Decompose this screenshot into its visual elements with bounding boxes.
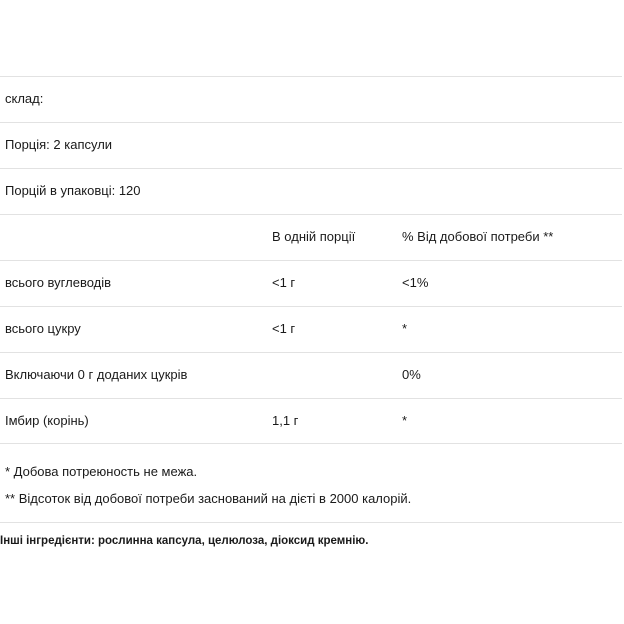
- nutrient-daily-value: <1%: [402, 275, 429, 290]
- table-header-row: [0, 214, 622, 260]
- nutrient-name: Включаючи 0 г доданих цукрів: [5, 367, 188, 382]
- table-row: [0, 260, 622, 306]
- servings-per-container: Порцій в упаковці: 120: [5, 183, 141, 198]
- nutrient-amount: <1 г: [272, 275, 296, 290]
- serving-size-row: [0, 122, 622, 168]
- table-row: [0, 306, 622, 352]
- column-header-per-serving: В одній порції: [272, 229, 356, 244]
- nutrient-daily-value: *: [402, 321, 408, 336]
- column-header-daily-value: % Від добової потреби **: [402, 229, 554, 244]
- nutrient-name: всього цукру: [5, 321, 81, 336]
- table-row: [0, 352, 622, 398]
- composition-heading: склад:: [5, 91, 44, 106]
- nutrient-name: всього вуглеводів: [5, 275, 112, 290]
- nutrient-name: Імбир (корінь): [5, 413, 89, 428]
- other-ingredients: Інші інгредієнти: рослинна капсула, целюлоза, діоксид кремнію.: [0, 535, 369, 547]
- servings-per-container-row: [0, 168, 622, 214]
- footnotes: [0, 448, 622, 523]
- table-row: [0, 398, 622, 444]
- nutrient-daily-value: *: [402, 413, 408, 428]
- composition-heading-row: [0, 76, 622, 122]
- footnote-percent-basis: ** Відсоток від добової потреби заснований на дієті в 2000 калорій.: [5, 491, 412, 506]
- nutrient-amount: 1,1 г: [272, 413, 299, 428]
- nutrient-amount: <1 г: [272, 321, 296, 336]
- serving-size: Порція: 2 капсули: [5, 137, 113, 152]
- supplement-facts: [0, 76, 622, 444]
- nutrient-daily-value: 0%: [402, 367, 421, 382]
- footnote-daily-value-not-established: * Добова потреюность не межа.: [5, 464, 198, 479]
